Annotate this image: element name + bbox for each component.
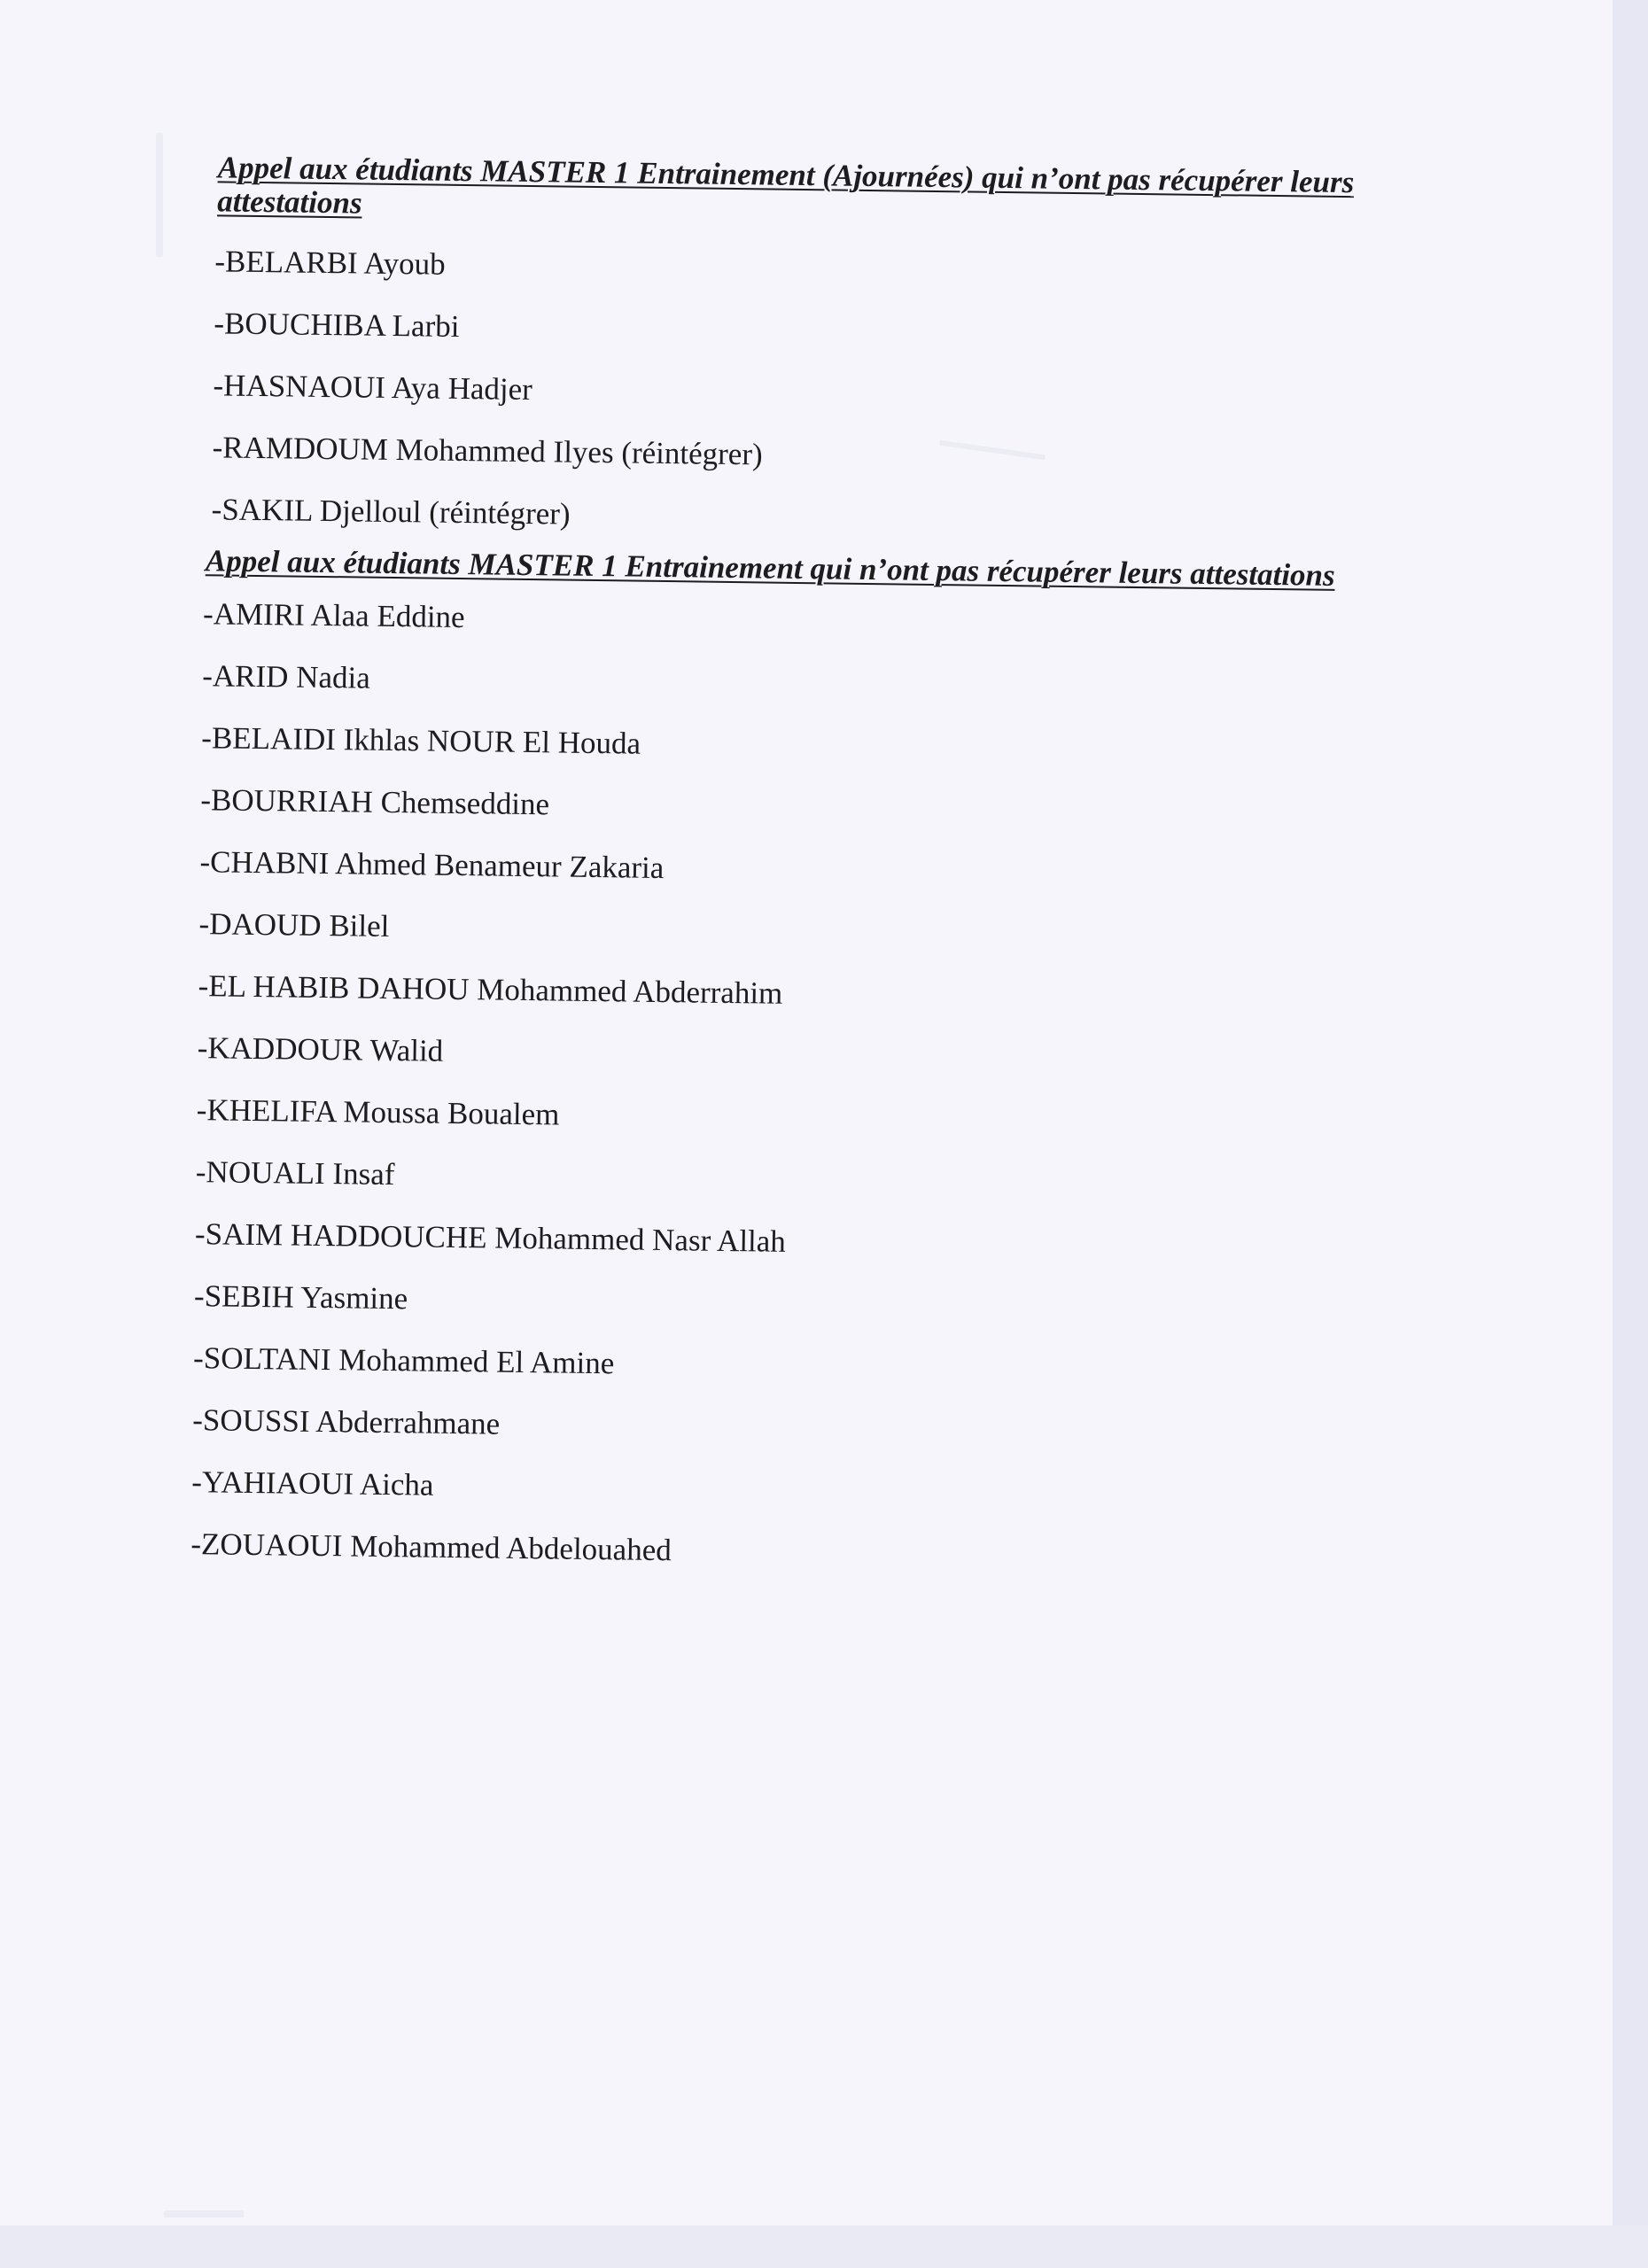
section2-student: -DAOUD Bilel	[198, 906, 390, 944]
section2-student: -CHABNI Ahmed Benameur Zakaria	[199, 844, 665, 886]
scanner-right-edge	[1613, 0, 1648, 2268]
section2-heading: Appel aux étudiants MASTER 1 Entrainement qui n’ont pas récupérer leurs attestations	[205, 543, 1335, 593]
section2-student: -BELAIDI Ikhlas NOUR El Houda	[201, 720, 641, 761]
section2-student: -ARID Nadia	[201, 658, 371, 695]
document-body	[175, 151, 1451, 1605]
section2-student: -SOUSSI Abderrahmane	[191, 1402, 501, 1441]
section2-student: -KHELIFA Moussa Boualem	[196, 1092, 560, 1132]
scanner-bottom-edge	[0, 2225, 1648, 2268]
section2-student: -AMIRI Alaa Eddine	[202, 596, 465, 635]
section1-student: -HASNAOUI Aya Hadjer	[213, 368, 533, 408]
section2-student-list	[190, 597, 1445, 1577]
section1-heading: Appel aux étudiants MASTER 1 Entrainement (Ajournées) qui n’ont pas récupérer leurs attestations	[217, 150, 1355, 221]
section1-student-list	[211, 245, 1450, 542]
section1-student: -RAMDOUM Mohammed Ilyes (réintégrer)	[212, 430, 763, 472]
section2-student: -YAHIAOUI Aicha	[191, 1464, 434, 1503]
section2-student: -BOURRIAH Chemseddine	[200, 782, 550, 822]
scan-mark	[156, 133, 163, 257]
section2-student: -KADDOUR Walid	[197, 1030, 444, 1068]
section2-student: -EL HABIB DAHOU Mohammed Abderrahim	[198, 968, 783, 1011]
section2-student: -SAIM HADDOUCHE Mohammed Nasr Allah	[194, 1216, 787, 1259]
section1-student: -SAKIL Djelloul (réintégrer)	[211, 492, 571, 532]
section2-student: -SEBIH Yasmine	[193, 1278, 408, 1317]
section2-student: -NOUALI Insaf	[195, 1154, 395, 1192]
section1-student: -BELARBI Ayoub	[214, 244, 446, 282]
section2-student: -ZOUAOUI Mohammed Abdelouahed	[190, 1526, 672, 1568]
section2-student: -SOLTANI Mohammed El Amine	[192, 1340, 615, 1381]
scan-mark	[164, 2210, 244, 2218]
section1-student: -BOUCHIBA Larbi	[214, 306, 460, 344]
